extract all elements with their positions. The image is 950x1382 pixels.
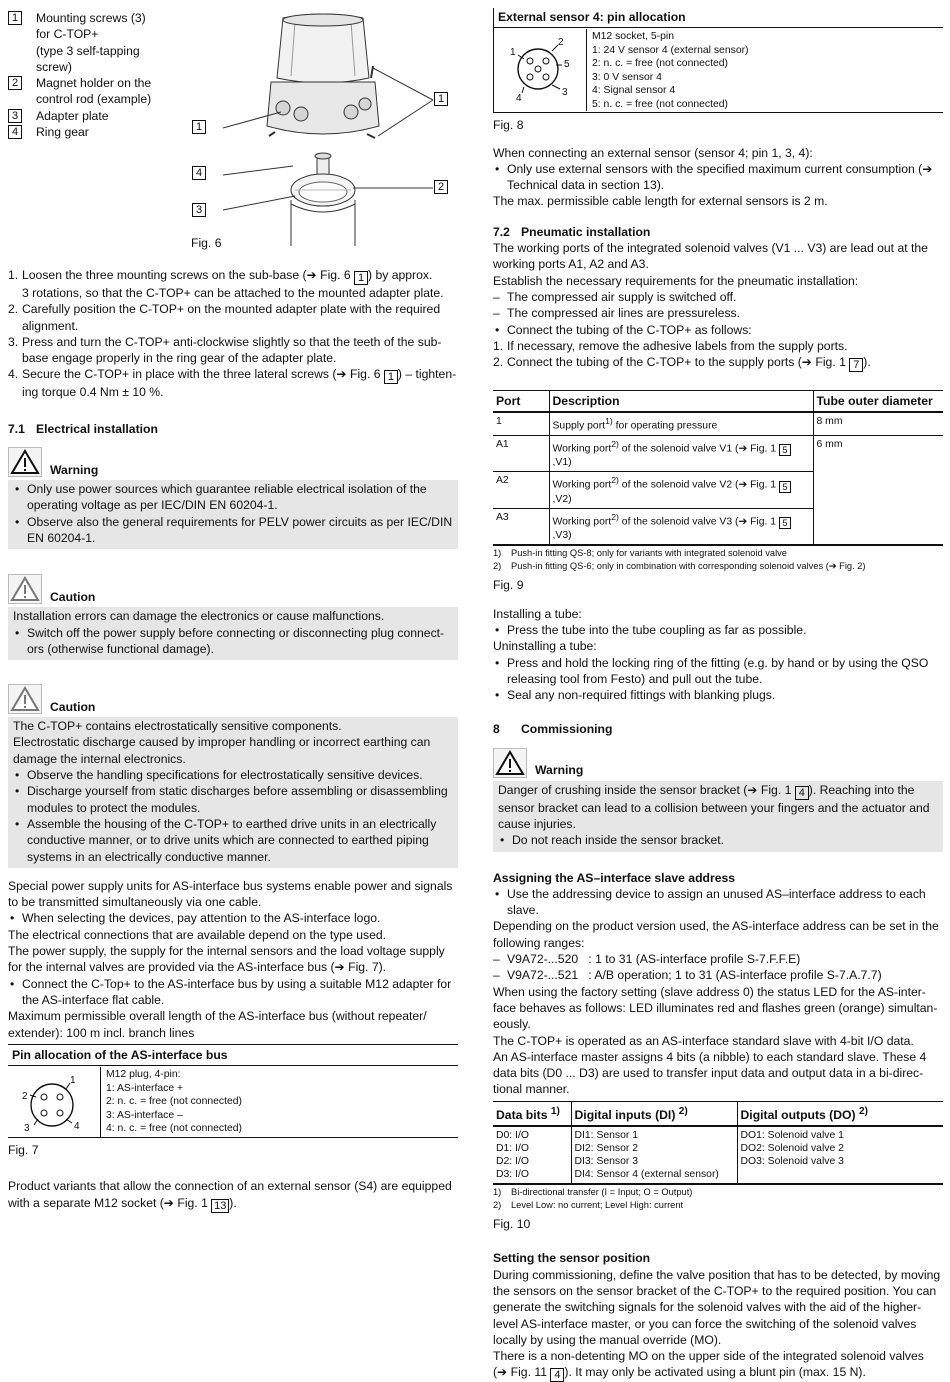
- pin-line: 1: AS-interface +: [106, 1082, 184, 1094]
- step-text: ).: [863, 355, 871, 370]
- figure-caption: Fig. 6: [191, 236, 222, 250]
- cell-line: DO2: Solenoid valve 2: [740, 1143, 844, 1155]
- figure-caption: Fig. 7: [8, 1143, 39, 1158]
- bullet-item: • Switch off the power supply before connecting or disconnecting plug connect-ors (otherwise functional damage).: [13, 625, 453, 658]
- paragraph: Special power supply units for AS-interface bus systems enable power and signals to be transmitted simultaneously via one cable.: [8, 878, 453, 910]
- pin-descriptions: [101, 1067, 247, 1137]
- section-number: 8: [493, 722, 500, 737]
- paragraph: The working ports of the integrated solenoid valves (V1 ... V3) are lead out at the working ports A1, A2 and A3.: [493, 241, 928, 272]
- step-text: Carefully position the C-TOP+ on the mounted adapter plate with the required alignment.: [22, 302, 441, 333]
- legend-item: [8, 75, 168, 108]
- table-row: [493, 1126, 943, 1184]
- notice-body: [8, 480, 458, 549]
- m12-plug-diagram: [8, 1067, 101, 1137]
- figure-caption: Fig. 9: [493, 578, 524, 593]
- legend-item: [8, 124, 168, 140]
- pin-line: M12 plug, 4-pin:: [106, 1069, 181, 1081]
- port-cell: A3: [493, 508, 549, 545]
- description-cell: [549, 508, 813, 545]
- pin-allocation-table: [493, 8, 943, 113]
- cell-line: D3: I/O: [496, 1169, 529, 1181]
- legend-text: for C-TOP+: [36, 27, 99, 42]
- notice-body: [493, 781, 943, 852]
- footnote-text: Level Low: no current; Level High: current: [511, 1200, 684, 1211]
- section-number: 7.1: [8, 421, 25, 436]
- dash-item: – V9A72-...521 : A/B operation; 1 to 31 (AS-interface profile S-7.A.7.7): [493, 967, 943, 983]
- paragraph: The electrical connections that are available depend on the type used.: [8, 927, 387, 942]
- pin-label: 1: [70, 1075, 76, 1087]
- warning-notice: [493, 744, 943, 852]
- text: of the solenoid valve V2 (➔ Fig. 1: [618, 479, 779, 491]
- text: of the solenoid valve V3 (➔ Fig. 1: [618, 516, 779, 528]
- callout-3: 3: [192, 203, 206, 217]
- text: ). Reaching into the sensor bracket can lead to a collision between your fingers and the actuator and cause injuries.: [498, 782, 930, 831]
- warning-triangle-icon: [8, 447, 42, 477]
- footnote: [493, 547, 943, 560]
- pin-line: 5: n. c. = free (not connected): [592, 98, 729, 110]
- power-supply-text: [8, 878, 458, 1041]
- paragraph: When connecting an external sensor (sensor 4; pin 1, 3, 4):: [493, 145, 813, 160]
- ref-box: 13: [211, 1199, 229, 1213]
- step-item: 2. Connect the tubing of the C-TOP+ to the supply ports (➔ Fig. 1 7 ).: [493, 355, 871, 372]
- signal-heading: [8, 570, 458, 604]
- column-header: Tube outer diameter: [813, 391, 943, 413]
- step-item: 2. Carefully position the C-TOP+ on the mounted adapter plate with the required alignment.: [8, 302, 441, 333]
- diameter-cell: [813, 508, 943, 545]
- paragraph: When using the factory setting (slave address 0) the status LED for the AS-inter-face behaves as follows: LED illuminates red and flashes green (orange) simultan-eously.: [493, 984, 938, 1032]
- caution-triangle-icon: [8, 574, 42, 604]
- footnote-ref: 1): [550, 1105, 560, 1117]
- text: Working port: [552, 479, 612, 491]
- signal-word: Warning: [50, 462, 99, 477]
- paragraph: Depending on the product version used, the AS-interface address can be set in the following ranges:: [493, 919, 939, 950]
- dash-item: – The compressed air supply is switched off.: [493, 289, 943, 305]
- pin-label: 3: [562, 87, 568, 99]
- pin-label: 4: [74, 1121, 80, 1133]
- step-text: 3 rotations, so that the C-TOP+ can be attached to the mounted adapter plate.: [22, 286, 444, 300]
- table-footnotes: [493, 547, 943, 573]
- description-cell: [549, 412, 813, 435]
- cell-line: D2: I/O: [496, 1156, 529, 1168]
- footnote-index: 1): [493, 548, 502, 559]
- legend-item: [8, 108, 168, 124]
- ref-box: 1: [384, 370, 398, 384]
- pin-descriptions: [587, 29, 754, 112]
- pin-row: [494, 29, 943, 112]
- footnote-index: 2): [493, 1200, 502, 1211]
- ref-box: 5: [779, 517, 791, 529]
- figure-caption: Fig. 8: [493, 118, 524, 133]
- section-title: Commissioning: [521, 722, 613, 737]
- footnote: [493, 560, 943, 573]
- legend-number: 3: [8, 109, 22, 123]
- bullet-item: • Only use external sensors with the specified maximum current consumption (➔ Technical data in section 13).: [493, 161, 943, 194]
- ref-box: 5: [779, 444, 791, 456]
- step-text: ) by approx.: [368, 268, 433, 282]
- text: ,V1): [552, 457, 572, 469]
- footnote-text: Push-in fitting QS-8; only for variants with integrated solenoid valve: [511, 548, 787, 559]
- footnote: [493, 1186, 943, 1199]
- diameter-cell: 6 mm: [813, 435, 943, 471]
- legend-text: screw): [36, 59, 72, 74]
- subheading: Setting the sensor position: [493, 1251, 651, 1266]
- pin-line: 1: 24 V sensor 4 (external sensor): [592, 44, 749, 56]
- text: ,V2): [552, 493, 572, 505]
- legend-list: [8, 10, 168, 140]
- text: Supply port: [552, 420, 606, 432]
- warning-triangle-icon: [493, 748, 527, 778]
- signal-heading: [8, 680, 458, 714]
- bullet-item: • Use the addressing device to assign an unused AS–interface address to each slave.: [493, 886, 943, 919]
- footnote-ref: 2): [611, 475, 619, 486]
- table-row: [493, 472, 943, 508]
- left-column: [8, 8, 458, 1213]
- section-heading: [8, 421, 458, 437]
- cell-line: DI1: Sensor 1: [574, 1130, 639, 1142]
- section-title: Pneumatic installation: [521, 224, 651, 239]
- pin-label: 1: [510, 47, 516, 59]
- footnote-ref: 1): [605, 416, 613, 427]
- section-heading: [493, 721, 943, 737]
- text: ,V3): [552, 530, 572, 542]
- signal-heading: [493, 744, 943, 778]
- table-row: [493, 435, 943, 471]
- footnote-ref: 2): [611, 511, 619, 522]
- bullet-item: • Only use power sources which guarantee reliable electrical isolation of the operating voltage as per IEC/DIN EN 60204-1.: [13, 481, 453, 514]
- cell-line: DI2: Sensor 2: [574, 1143, 639, 1155]
- legend-text: Mounting screws (3): [36, 11, 146, 25]
- column-header: Port: [493, 391, 549, 413]
- paragraph: An AS-interface master assigns 4 bits (a nibble) to each standard slave. These 4 data bits (D0 ... D3) are used to transfer input data and output data in a bi-direc-tional manner.: [493, 1049, 927, 1097]
- text: of the solenoid valve V1 (➔ Fig. 1: [618, 443, 779, 455]
- footnote: [493, 1199, 943, 1212]
- legend-number: 2: [8, 76, 22, 90]
- step-item: 3. Press and turn the C-TOP+ anti-clockwise slightly so that the teeth of the sub-base engage properly in the ring gear of the adapter plate.: [8, 334, 442, 366]
- paragraph: [493, 1364, 943, 1382]
- table-footnotes: [493, 1186, 943, 1212]
- bullet-item: • Connect the C-Top+ to the AS-interface bus by using a suitable M12 adapter for the AS-interface flat cable.: [8, 976, 458, 1009]
- digital-outputs-cell: [737, 1126, 943, 1184]
- m12-socket-icon: [494, 29, 586, 111]
- tube-instructions: [493, 606, 943, 704]
- legend-text: Adapter plate: [36, 108, 109, 123]
- legend-text: control rod (example): [36, 92, 152, 107]
- sensor-position-section: [493, 1250, 943, 1382]
- text: for operating pressure: [612, 420, 718, 432]
- port-cell: 1: [493, 412, 549, 435]
- text: Working port: [552, 516, 612, 528]
- ref-box: 4: [795, 786, 809, 800]
- paragraph: The C-TOP+ is operated as an AS-interface standard slave with 4-bit I/O data.: [493, 1033, 914, 1048]
- step-item: 1. Loosen the three mounting screws on the sub-base (➔ Fig. 6 1 ) by approx. 3 rotations, so that the C-TOP+ can be attached to the mounted adapter plate.: [8, 268, 444, 300]
- pin-line: M12 socket, 5-pin: [592, 31, 675, 43]
- footnote-index: 1): [493, 1187, 502, 1198]
- text: Product variants that allow the connection of an external sensor (S4) are equipped with a separate M12 socket (➔ Fig. 1: [8, 1179, 452, 1210]
- section-heading: [493, 224, 943, 240]
- pneumatic-text: [493, 240, 943, 372]
- callout-1: 1: [192, 120, 206, 134]
- figure-caption: Fig. 10: [493, 1217, 531, 1232]
- paragraph: [8, 1178, 458, 1212]
- step-text: Connect the tubing of the C-TOP+ to the supply ports (➔ Fig. 1: [507, 355, 850, 370]
- paragraph: Installing a tube:: [493, 606, 582, 621]
- callout-1: 1: [434, 92, 448, 106]
- bullet-item: • Connect the tubing of the C-TOP+ as follows:: [493, 322, 943, 338]
- caution-notice: [8, 680, 458, 868]
- table-title: Pin allocation of the AS-interface bus: [8, 1045, 458, 1066]
- mounting-steps: [8, 267, 458, 401]
- pin-label: 3: [24, 1123, 30, 1135]
- cell-line: DI4: Sensor 4 (external sensor): [574, 1169, 719, 1181]
- footnote-ref: 2): [678, 1105, 688, 1117]
- table-row: [493, 412, 943, 435]
- signal-heading: [8, 443, 458, 477]
- paragraph: Establish the necessary requirements for the pneumatic installation:: [493, 273, 859, 288]
- signal-word: Warning: [535, 763, 584, 778]
- bullet-item: • Observe also the general requirements for PELV power circuits as per IEC/DIN EN 60204-1.: [13, 514, 453, 547]
- text: ).: [229, 1195, 237, 1210]
- port-table: [493, 390, 943, 546]
- table-header-row: [493, 1101, 943, 1126]
- section-title: Electrical installation: [36, 421, 158, 436]
- signal-word: Caution: [50, 699, 96, 714]
- port-cell: A1: [493, 435, 549, 471]
- step-text: Secure the C-TOP+ in place with the three lateral screws (➔ Fig. 6: [22, 367, 384, 382]
- bullet-item: • Discharge yourself from static discharges before assembling or disassembling modules to protect the modules.: [13, 783, 453, 816]
- caution-notice: [8, 570, 458, 660]
- right-column: [493, 8, 943, 1382]
- column-header: Description: [549, 391, 813, 413]
- notice-body: [8, 717, 458, 868]
- step-text: Loosen the three mounting screws on the sub-base (➔ Fig. 6: [22, 268, 355, 282]
- paragraph: Uninstalling a tube:: [493, 639, 597, 654]
- paragraph: Maximum permissible overall length of the AS-interface bus (without repeater/ extender): 100 m incl. branch lines: [8, 1009, 427, 1040]
- text: Data bits: [496, 1107, 548, 1122]
- column-header: [493, 1101, 571, 1126]
- text: Working port: [552, 443, 612, 455]
- footnote-ref: 2): [858, 1105, 869, 1117]
- legend-number: 4: [8, 125, 22, 139]
- ref-box: 7: [849, 358, 863, 372]
- pin-row: [8, 1067, 458, 1137]
- footnote-index: 2): [493, 561, 502, 572]
- table-title: External sensor 4: pin allocation: [494, 8, 943, 28]
- paragraph: During commissioning, define the valve position that has to be detected, by moving the sensors on the sensor bracket of the C-TOP+ to the required position. You can generate the switching signals for the solenoid valves with the aid of the higher-level AS-interface master, or you can force the switching of the solenoid valves locally by using the manual override (MO).: [493, 1267, 941, 1347]
- text: (➔ Fig. 11: [493, 1365, 551, 1380]
- description-cell: [549, 435, 813, 471]
- cell-line: DO3: Solenoid valve 3: [740, 1156, 844, 1168]
- bullet-item: • Assemble the housing of the C-TOP+ to earthed drive units in an electrically conductive manner, or to drive units which are connected to earthed piping systems in an electrically conductive manner.: [13, 816, 453, 865]
- diameter-cell: [813, 472, 943, 508]
- pin-line: 2: n. c. = free (not connected): [592, 58, 729, 70]
- dash-item: – V9A72-...520 : 1 to 31 (AS-interface profile S-7.F.F.E): [493, 951, 943, 967]
- legend-number: 1: [8, 11, 22, 25]
- footnote-text: Push-in fitting QS-6; only in combination with corresponding solenoid valves (➔ Fig. 2): [511, 561, 866, 572]
- legend-text: Ring gear: [36, 125, 89, 140]
- paragraph: The max. permissible cable length for external sensors is 2 m.: [493, 194, 828, 209]
- bullet-item: • Do not reach inside the sensor bracket.: [498, 832, 938, 848]
- ref-box: 5: [779, 481, 791, 493]
- table-header-row: [493, 391, 943, 413]
- signal-word: Caution: [50, 589, 96, 604]
- pin-line: 3: AS-interface –: [106, 1109, 183, 1121]
- step-text: Press and turn the C-TOP+ anti-clockwise slightly so that the teeth of the sub-base engage properly in the ring gear of the adapter plate.: [22, 334, 442, 366]
- paragraph: The power supply, the supply for the internal sensors and the load voltage supply for the internal valves are provided via the AS-interface bus (➔ Fig. 7).: [8, 944, 445, 975]
- pin-line: 4: Signal sensor 4: [592, 85, 676, 97]
- section-number: 7.2: [493, 224, 510, 239]
- step-text: If necessary, remove the adhesive labels from the supply ports.: [507, 338, 848, 353]
- description-cell: [549, 472, 813, 508]
- column-header: [571, 1101, 737, 1126]
- pin-line: 4: n. c. = free (not connected): [106, 1123, 243, 1135]
- notice-text: Installation errors can damage the electronics or cause malfunctions.: [13, 609, 385, 624]
- dash-item: – The compressed air lines are pressureless.: [493, 305, 943, 321]
- paragraph: There is a non-detenting MO on the upper side of the integrated solenoid valves: [493, 1349, 924, 1364]
- pin-label: 2: [558, 37, 564, 49]
- notice-text: [498, 782, 938, 833]
- notice-text: Electrostatic discharge caused by improper handling or incorrect earthing can damage the internal electronics.: [13, 735, 431, 766]
- text: ). It may only be activated using a blunt pin (max. 15 N).: [564, 1365, 866, 1380]
- bullet-item: • Observe the handling specifications for electrostatically sensitive devices.: [13, 767, 453, 783]
- legend-text: Magnet holder on the: [36, 76, 152, 91]
- table-row: [493, 508, 943, 545]
- diameter-cell: 8 mm: [813, 412, 943, 435]
- data-bits-cell: [493, 1126, 571, 1184]
- column-header: [737, 1101, 943, 1126]
- pin-label: 2: [22, 1091, 28, 1103]
- legend-item: [8, 10, 168, 75]
- digital-inputs-cell: [571, 1126, 737, 1184]
- pin-allocation-table: [8, 1044, 458, 1138]
- step-text: ) – tighten-ing torque 0.4 Nm ± 10 %.: [22, 367, 457, 400]
- ref-box: 1: [354, 271, 368, 285]
- footnote-ref: 2): [611, 438, 619, 449]
- cell-line: D0: I/O: [496, 1130, 529, 1142]
- slave-address-section: [493, 870, 943, 1098]
- ctop-assembly-drawing: [183, 8, 458, 248]
- pin-line: 2: n. c. = free (not connected): [106, 1096, 243, 1108]
- pin-line: 3: 0 V sensor 4: [592, 71, 662, 83]
- text: Digital inputs (DI): [574, 1107, 676, 1122]
- notice-text: The C-TOP+ contains electrostatically sensitive components.: [13, 719, 342, 734]
- warning-notice: [8, 443, 458, 549]
- cell-line: DO1: Solenoid valve 1: [740, 1130, 844, 1142]
- figure-6: [8, 8, 458, 263]
- bullet-item: • Press the tube into the tube coupling as far as possible.: [493, 622, 943, 638]
- data-bits-table: [493, 1101, 943, 1185]
- cell-line: DI3: Sensor 3: [574, 1156, 639, 1168]
- external-sensor-text: [493, 145, 943, 210]
- pin-label: 5: [564, 59, 570, 71]
- port-cell: A2: [493, 472, 549, 508]
- bullet-item: • Seal any non-required fittings with blanking plugs.: [493, 687, 943, 703]
- bullet-item: • Press and hold the locking ring of the fitting (e.g. by hand or by using the QSO releasing tool from Festo) and pull out the tube.: [493, 655, 943, 688]
- ref-box: 4: [550, 1368, 564, 1382]
- pin-label: 4: [516, 93, 522, 105]
- legend-text: (type 3 self-tapping: [36, 43, 140, 58]
- notice-body: [8, 607, 458, 660]
- caution-triangle-icon: [8, 684, 42, 714]
- step-item: 1. If necessary, remove the adhesive labels from the supply ports.: [493, 338, 848, 353]
- callout-2: 2: [434, 180, 448, 194]
- text: Danger of crushing inside the sensor bracket (➔ Fig. 1: [498, 782, 795, 797]
- footnote-text: Bi-directional transfer (I = Input; O = Output): [511, 1187, 693, 1198]
- m12-socket-diagram: [494, 29, 587, 111]
- callout-4: 4: [192, 166, 206, 180]
- cell-line: D1: I/O: [496, 1143, 529, 1155]
- bullet-item: • When selecting the devices, pay attention to the AS-interface logo.: [8, 910, 458, 926]
- text: Digital outputs (DO): [740, 1107, 856, 1122]
- subheading: Assigning the AS–interface slave address: [493, 870, 736, 885]
- step-item: 4. Secure the C-TOP+ in place with the three lateral screws (➔ Fig. 6 1 ) – tighten-ing torque 0.4 Nm ± 10 %.: [8, 367, 457, 400]
